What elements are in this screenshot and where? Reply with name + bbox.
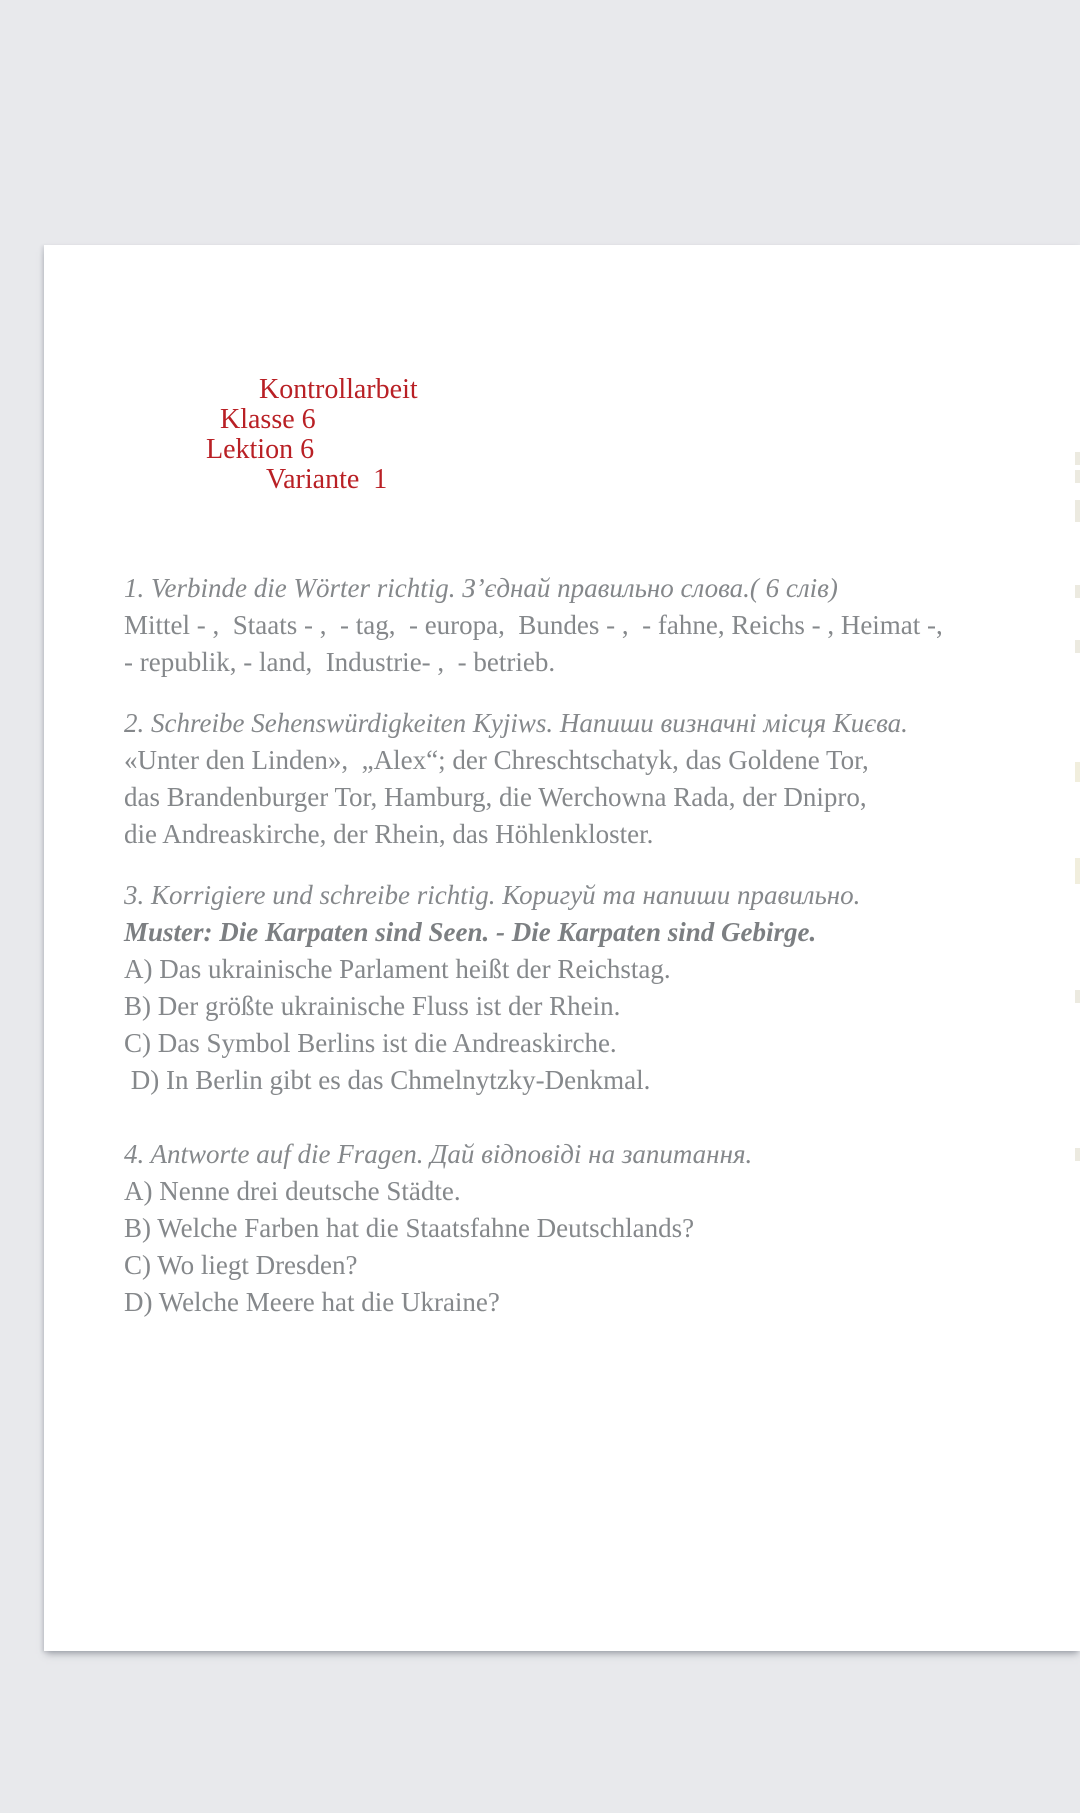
task-2 [124, 705, 1080, 853]
document-page [44, 245, 1080, 1651]
task-3-title: 3. Korrigiere und schreibe richtig. Коригуй та напиши правильно. [124, 880, 861, 910]
task-3-item-c: C) Das Symbol Berlins ist die Andreaskirche. [124, 1028, 617, 1058]
task-3 [124, 877, 1080, 1099]
task-3-item-d: D) In Berlin gibt es das Chmelnytzky-Denkmal. [124, 1065, 651, 1095]
task-4-item-a: A) Nenne drei deutsche Städte. [124, 1176, 461, 1206]
task-1-title: 1. Verbinde die Wörter richtig. З’єднай правильно слова.( 6 слів) [124, 573, 838, 603]
document-content [44, 245, 1080, 1321]
task-4 [124, 1136, 1080, 1321]
edge-artifact [1075, 640, 1080, 653]
task-4-title: 4. Antworte auf die Fragen. Дай відповіді на запитання. [124, 1139, 753, 1169]
task-1-line: - republik, - land, Industrie- , - betrieb. [124, 647, 556, 677]
edge-artifact [1075, 500, 1080, 522]
header-variante: Variante 1 [266, 464, 388, 495]
task-4-item-d: D) Welche Meere hat die Ukraine? [124, 1287, 500, 1317]
task-1-line: Mittel - , Staats - , - tag, - europa, Bundes - , - fahne, Reichs - , Heimat -, [124, 610, 943, 640]
document-header [124, 345, 1080, 525]
task-3-muster-example: Muster: Die Karpaten sind Seen. - Die Karpaten sind Gebirge. [124, 917, 817, 947]
task-4-item-c: C) Wo liegt Dresden? [124, 1250, 358, 1280]
edge-artifact [1075, 470, 1080, 483]
edge-artifact [1075, 452, 1080, 465]
task-4-item-b: B) Welche Farben hat die Staatsfahne Deutschlands? [124, 1213, 695, 1243]
task-3-item-b: B) Der größte ukrainische Fluss ist der Rhein. [124, 991, 621, 1021]
task-2-line: das Brandenburger Tor, Hamburg, die Werchowna Rada, der Dnipro, [124, 782, 867, 812]
edge-artifact [1075, 762, 1080, 782]
header-lektion: Lektion 6 [206, 434, 315, 465]
task-2-title: 2. Schreibe Sehenswürdigkeiten Kyjiws. Напиши визначні місця Києва. [124, 708, 908, 738]
edge-artifact [1075, 1148, 1080, 1161]
header-klasse: Klasse 6 [220, 404, 316, 435]
task-1 [124, 570, 1080, 681]
edge-artifact [1075, 990, 1080, 1003]
task-2-line: die Andreaskirche, der Rhein, das Höhlenkloster. [124, 819, 654, 849]
header-title: Kontrollarbeit [259, 374, 418, 405]
page-edge-artifacts [1072, 0, 1080, 1813]
edge-artifact [1075, 585, 1080, 598]
task-3-item-a: A) Das ukrainische Parlament heißt der Reichstag. [124, 954, 671, 984]
edge-artifact [1075, 858, 1080, 884]
task-2-line: «Unter den Linden», „Alex“; der Chreschtschatyk, das Goldene Tor, [124, 745, 869, 775]
task-list [124, 570, 1080, 1321]
